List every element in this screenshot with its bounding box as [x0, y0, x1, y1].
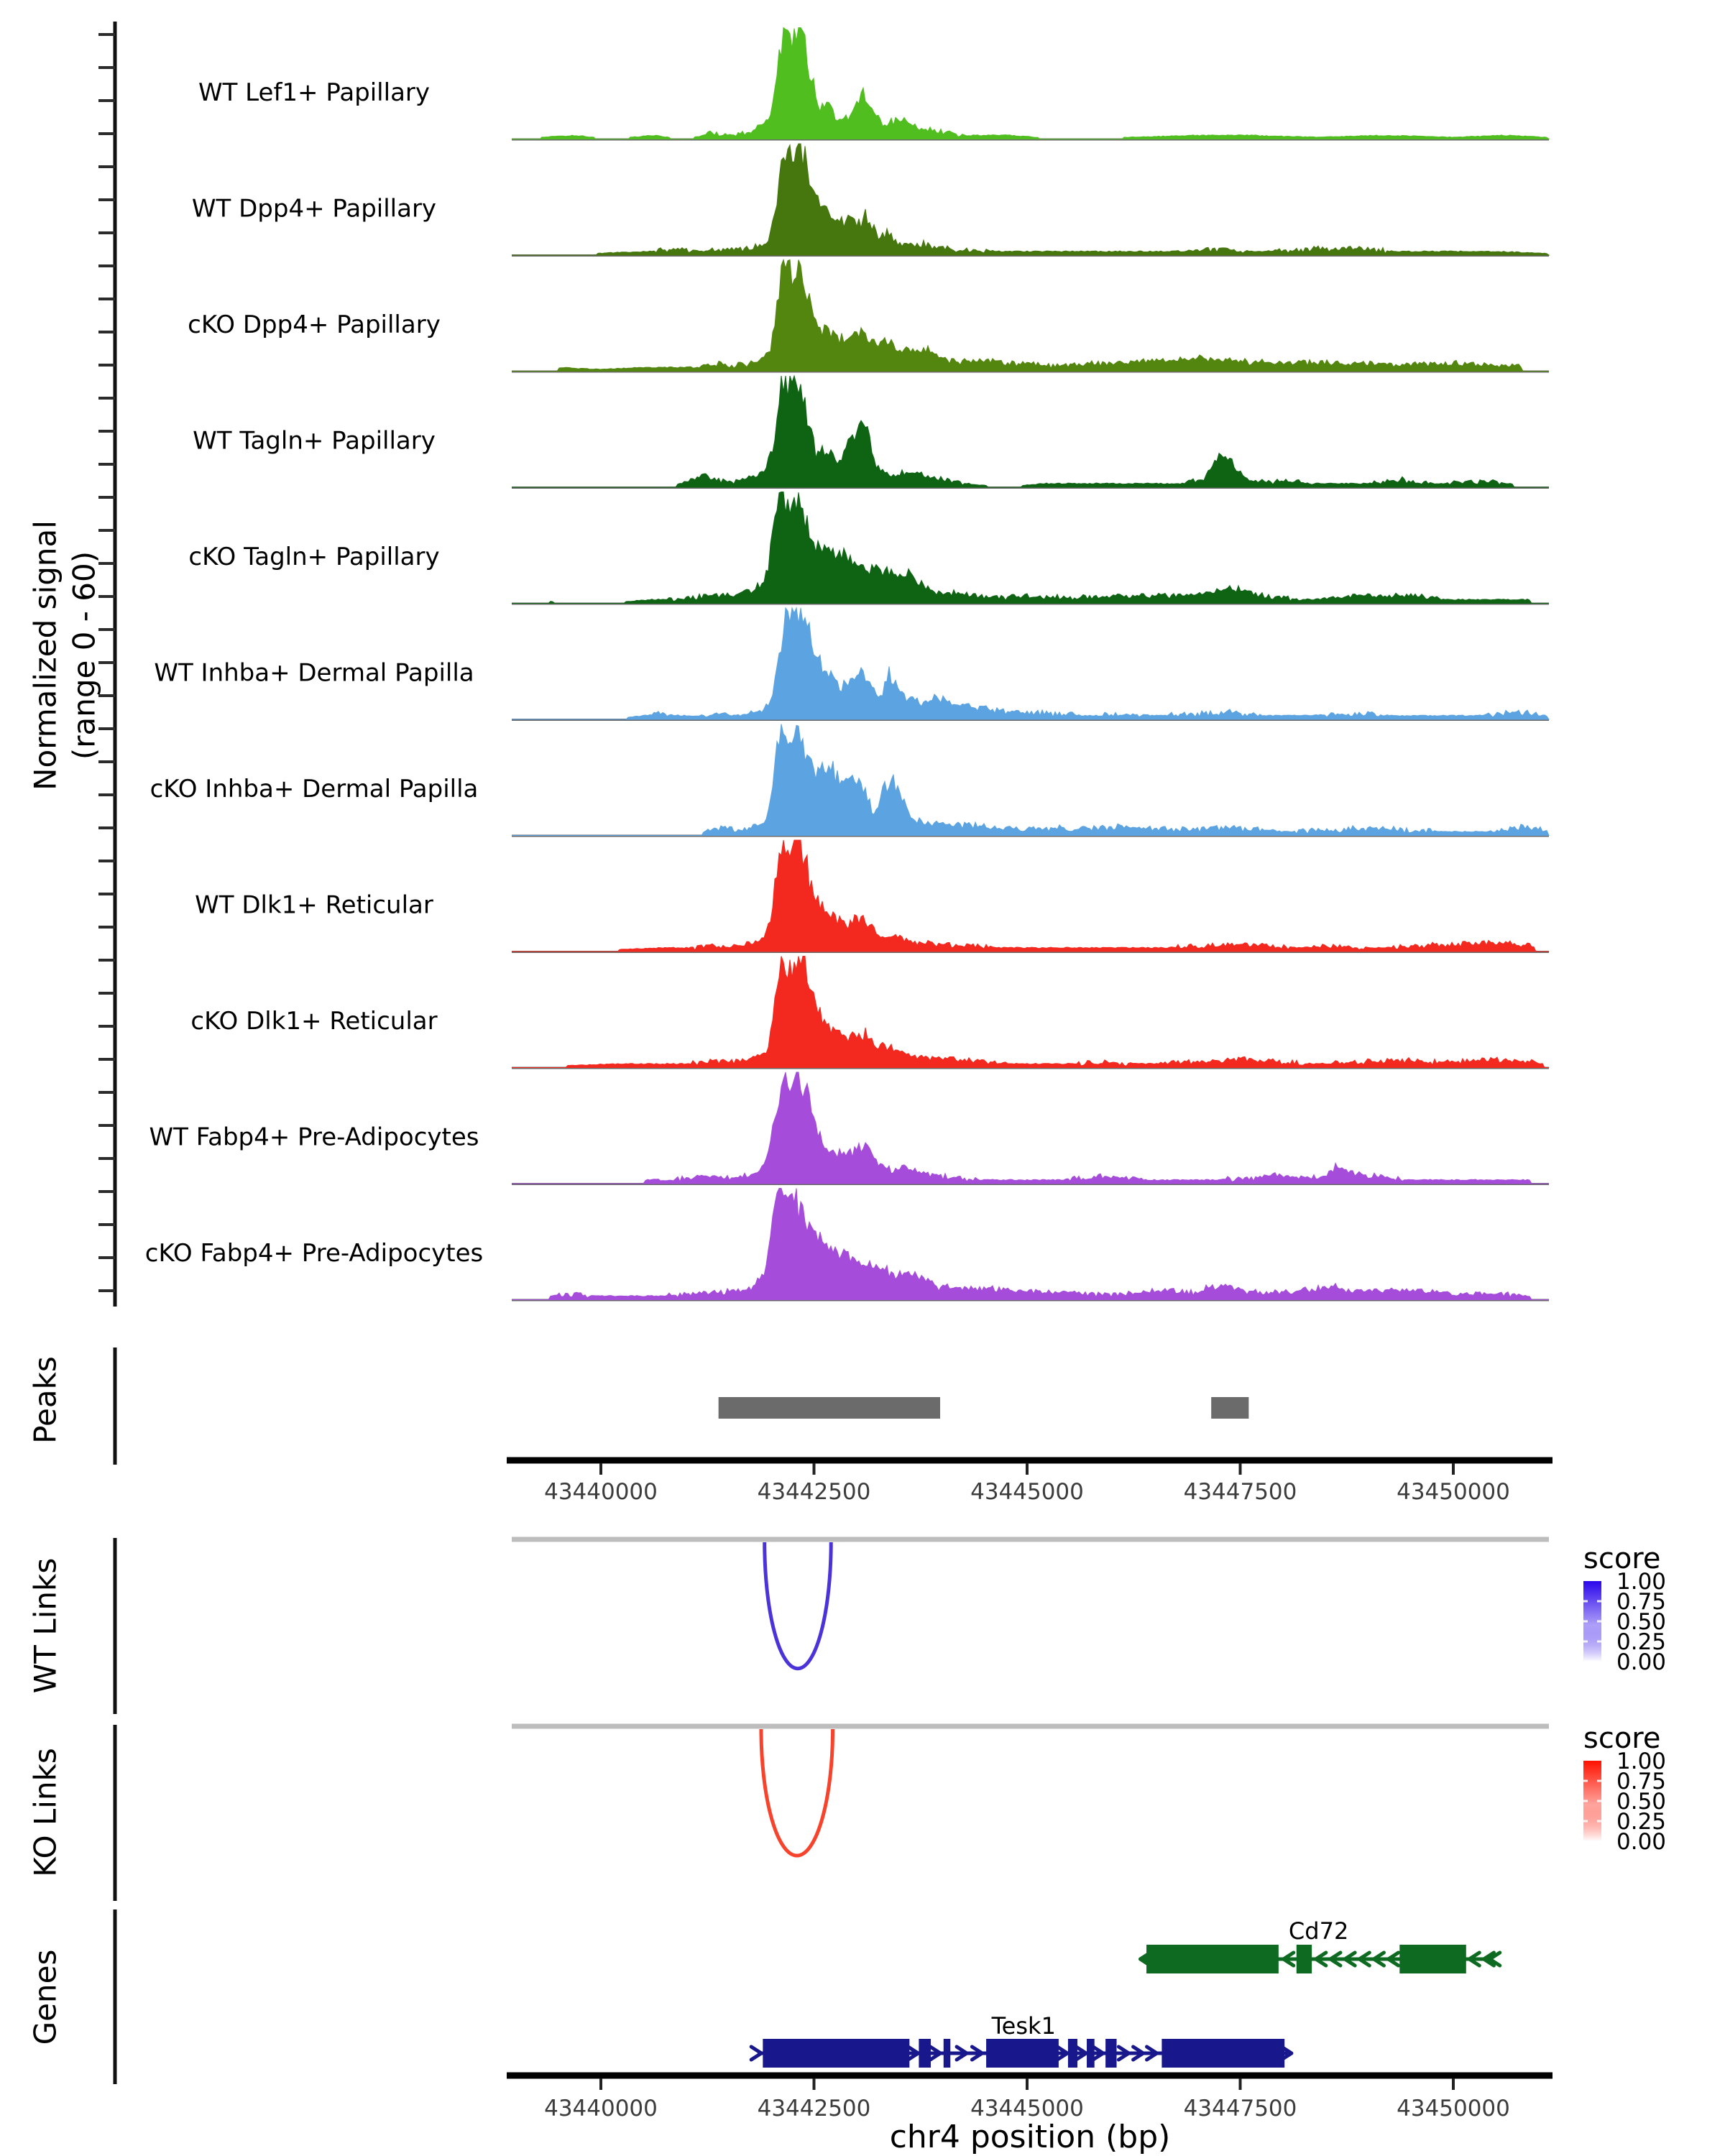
signal-area — [512, 28, 1549, 139]
axis-tick-label: 43447500 — [1183, 2096, 1297, 2122]
signal-track — [192, 144, 1549, 256]
ko-link-arc — [761, 1729, 833, 1856]
gene-exon — [944, 2039, 950, 2068]
gene-exon — [763, 2039, 909, 2068]
gene-label: Cd72 — [1288, 1917, 1349, 1945]
section-label-ko-links: KO Links — [27, 1748, 63, 1877]
y-axis-title-line2: (range 0 - 60) — [66, 550, 102, 760]
gene-exon — [986, 2039, 1059, 2068]
gene-model — [1140, 1917, 1499, 1973]
signal-area — [512, 144, 1549, 255]
gene-exon — [1399, 1945, 1466, 1973]
ko-score-legend-tick-label: 0.50 — [1616, 1789, 1667, 1815]
ko-score-legend-tick-label: 1.00 — [1616, 1749, 1667, 1774]
signal-track — [145, 1189, 1549, 1301]
signal-track — [193, 376, 1549, 488]
wt-score-legend-tick-label: 0.75 — [1616, 1589, 1667, 1615]
signal-track — [150, 724, 1549, 837]
signal-area — [512, 376, 1549, 487]
axis-tick-label: 43440000 — [544, 2096, 658, 2122]
strand-arrow-icon — [751, 2047, 761, 2060]
peak-bar — [1211, 1397, 1248, 1419]
track-label: WT Lef1+ Papillary — [198, 78, 431, 107]
track-label: cKO Inhba+ Dermal Papilla — [150, 775, 479, 803]
track-label: WT Dlk1+ Reticular — [195, 890, 433, 920]
signal-track — [188, 492, 1549, 604]
axis-tick-label: 43445000 — [970, 1479, 1084, 1505]
signal-area — [512, 840, 1549, 952]
gene-label: Tesk1 — [991, 2012, 1056, 2040]
axis-tick-label: 43440000 — [544, 1479, 658, 1505]
y-axis-title-line1: Normalized signal — [27, 520, 63, 791]
wt-score-legend-tick-label: 0.00 — [1616, 1649, 1667, 1675]
gene-exon — [1087, 2039, 1095, 2068]
gene-model — [751, 2012, 1292, 2068]
gene-exon — [919, 2039, 931, 2068]
signal-track — [195, 840, 1549, 952]
peak-bar — [719, 1397, 940, 1419]
section-label-genes: Genes — [27, 1949, 63, 2045]
signal-track — [154, 608, 1549, 720]
signal-area — [512, 724, 1549, 836]
axis-tick-label: 43447500 — [1183, 1479, 1297, 1505]
signal-area — [512, 608, 1549, 719]
wt-link-arc — [765, 1542, 832, 1669]
signal-track — [198, 28, 1549, 140]
gene-exon — [1105, 2039, 1116, 2068]
ko-score-legend-tick-label: 0.00 — [1616, 1829, 1667, 1855]
track-label: cKO Dlk1+ Reticular — [190, 1007, 438, 1036]
track-label: WT Inhba+ Dermal Papilla — [154, 658, 474, 688]
signal-area — [512, 957, 1549, 1068]
track-label: cKO Dpp4+ Papillary — [188, 310, 441, 339]
axis-tick-label: 43442500 — [757, 2096, 871, 2122]
gene-exon — [1297, 1945, 1312, 1973]
signal-area — [512, 1072, 1549, 1184]
ko-score-legend-tick-label: 0.25 — [1616, 1809, 1667, 1835]
section-label-wt-links: WT Links — [27, 1557, 63, 1694]
section-label-peaks: Peaks — [27, 1356, 63, 1444]
gene-exon — [1146, 1945, 1279, 1973]
axis-tick-label: 43442500 — [757, 1479, 871, 1505]
axis-tick-label: 43445000 — [970, 2096, 1084, 2122]
track-label: WT Fabp4+ Pre-Adipocytes — [149, 1123, 479, 1152]
wt-score-legend-tick-label: 0.50 — [1616, 1609, 1667, 1635]
signal-area — [512, 1189, 1549, 1300]
axis-tick-label: 43450000 — [1397, 2096, 1510, 2122]
signal-track — [150, 1072, 1549, 1184]
gene-exon — [1068, 2039, 1077, 2068]
signal-area — [512, 492, 1549, 604]
wt-score-legend-tick-label: 0.25 — [1616, 1629, 1667, 1655]
track-label: cKO Fabp4+ Pre-Adipocytes — [144, 1239, 484, 1268]
signal-track — [188, 260, 1549, 372]
wt-score-legend-tick-label: 1.00 — [1616, 1569, 1667, 1595]
ko-score-legend-tick-label: 0.75 — [1616, 1769, 1667, 1795]
signal-area — [512, 260, 1549, 372]
track-label: WT Dpp4+ Papillary — [191, 194, 437, 224]
ko-score-legend-title: score — [1583, 1722, 1661, 1755]
x-axis-title: chr4 position (bp) — [889, 2119, 1171, 2155]
gene-exon — [1162, 2039, 1284, 2068]
axis-tick-label: 43450000 — [1397, 1479, 1510, 1505]
signal-track — [190, 957, 1549, 1069]
track-label: WT Tagln+ Papillary — [193, 426, 436, 456]
track-label: cKO Tagln+ Papillary — [188, 543, 440, 571]
wt-score-legend-title: score — [1583, 1542, 1661, 1575]
